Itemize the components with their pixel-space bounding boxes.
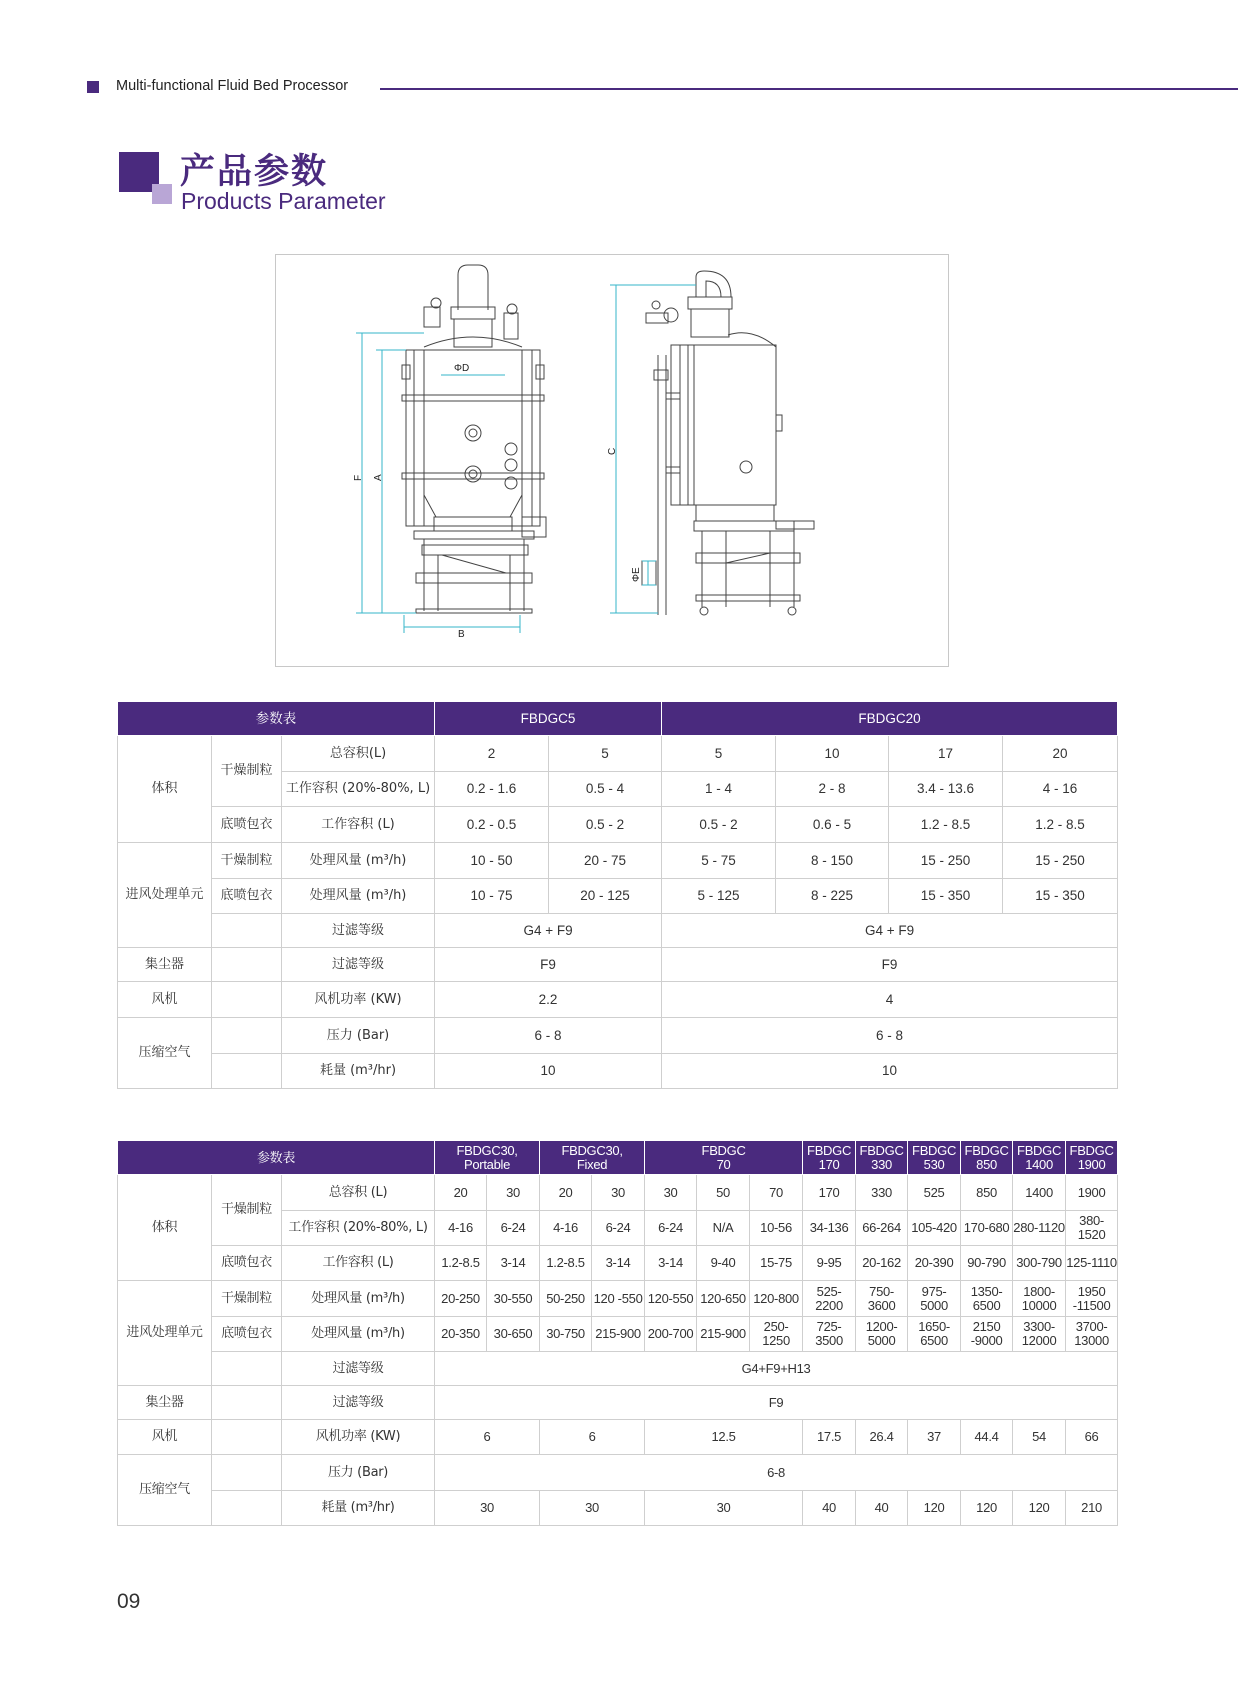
table-header-label: 参数表: [118, 1141, 435, 1175]
param-label: 耗量 (m³/hr): [282, 1491, 435, 1526]
table-row: [118, 1246, 1118, 1281]
table-cell: 30: [645, 1491, 803, 1526]
section-title-cn: 产品参数: [180, 152, 329, 192]
model-header: FBDGC 70: [645, 1141, 803, 1175]
table-row: [118, 914, 1118, 948]
table-cell: 0.5 - 2: [549, 807, 662, 843]
param-label: 风机功率 (KW): [282, 1420, 435, 1455]
table-cell: 54: [1013, 1420, 1066, 1455]
table-cell: 1800-10000: [1013, 1281, 1066, 1317]
group-label: 体积: [118, 736, 212, 843]
param-label: 工作容积 (L): [282, 1246, 435, 1281]
model-header: FBDGC 170: [803, 1141, 856, 1175]
table-cell: 280-1120: [1013, 1211, 1066, 1246]
section-square-accent-icon: [152, 184, 172, 204]
label-phi-e: ΦE: [631, 567, 642, 582]
table-cell: 215-900: [697, 1317, 750, 1352]
model-header: FBDGC 330: [856, 1141, 908, 1175]
equipment-drawing: [275, 254, 949, 667]
param-label: 压力 (Bar): [282, 1455, 435, 1491]
table-cell: 120: [1013, 1491, 1066, 1526]
table-cell: 10-56: [750, 1211, 803, 1246]
subgroup-label: 底喷包衣: [212, 1246, 282, 1281]
label-c: C: [607, 447, 618, 455]
table-cell: 210: [1066, 1491, 1118, 1526]
table-cell: 3-14: [645, 1246, 697, 1281]
table-cell: 30-550: [487, 1281, 540, 1317]
table-cell: 15 - 250: [889, 843, 1003, 879]
table-cell: 1200-5000: [856, 1317, 908, 1352]
table-row: [118, 807, 1118, 843]
table-cell: 30: [540, 1491, 645, 1526]
table-row: [118, 1420, 1118, 1455]
table-cell: 6-8: [435, 1455, 1118, 1491]
table-cell: 10: [435, 1054, 662, 1089]
table-cell: 30: [592, 1175, 645, 1211]
label-phi-d: ΦD: [454, 363, 470, 374]
subgroup-label: 底喷包衣: [212, 1317, 282, 1352]
table-cell: 0.5 - 4: [549, 772, 662, 807]
table-cell: 50-250: [540, 1281, 592, 1317]
table-cell: 34-136: [803, 1211, 856, 1246]
table-cell: 6-24: [487, 1211, 540, 1246]
table-cell: 170: [803, 1175, 856, 1211]
table-cell: 215-900: [592, 1317, 645, 1352]
table-cell: 120-550: [645, 1281, 697, 1317]
table-cell: 1950 -11500: [1066, 1281, 1118, 1317]
table-cell: 0.5 - 2: [662, 807, 776, 843]
table-row: [118, 843, 1118, 879]
table-cell: 725-3500: [803, 1317, 856, 1352]
table-cell: 975-5000: [908, 1281, 961, 1317]
table-row: [118, 1491, 1118, 1526]
table-cell: 20: [540, 1175, 592, 1211]
model-header: FBDGC20: [662, 702, 1118, 736]
table-cell: 1.2 - 8.5: [1003, 807, 1118, 843]
table-cell: 1900: [1066, 1175, 1118, 1211]
table-cell: 20: [435, 1175, 487, 1211]
table-cell: 850: [961, 1175, 1013, 1211]
table-cell: 1.2-8.5: [435, 1246, 487, 1281]
table-cell: 70: [750, 1175, 803, 1211]
table-cell: 15 - 350: [1003, 879, 1118, 914]
table-cell: 525-2200: [803, 1281, 856, 1317]
table-row: [118, 1455, 1118, 1491]
table-cell: 26.4: [856, 1420, 908, 1455]
table-row: [118, 1386, 1118, 1420]
table-cell: 44.4: [961, 1420, 1013, 1455]
model-header: FBDGC5: [435, 702, 662, 736]
table-cell: 10 - 50: [435, 843, 549, 879]
table-cell: 17: [889, 736, 1003, 772]
table-cell: 20-250: [435, 1281, 487, 1317]
table-cell: 66-264: [856, 1211, 908, 1246]
table-cell: 200-700: [645, 1317, 697, 1352]
param-label: 风机功率 (KW): [282, 982, 435, 1018]
table-cell: 1.2-8.5: [540, 1246, 592, 1281]
table-cell: 750-3600: [856, 1281, 908, 1317]
model-header: FBDGC 530: [908, 1141, 961, 1175]
table-cell: 5 - 125: [662, 879, 776, 914]
table-cell: 380-1520: [1066, 1211, 1118, 1246]
table-cell: F9: [662, 948, 1118, 982]
table-cell: 120: [961, 1491, 1013, 1526]
table-header-row: [118, 1141, 1118, 1175]
table-cell: N/A: [697, 1211, 750, 1246]
table-cell: 5 - 75: [662, 843, 776, 879]
table-cell: 30-650: [487, 1317, 540, 1352]
table-cell: 90-790: [961, 1246, 1013, 1281]
section-title-en: Products Parameter: [181, 188, 386, 214]
table-cell: 9-95: [803, 1246, 856, 1281]
table-cell: 12.5: [645, 1420, 803, 1455]
table-cell: 1350-6500: [961, 1281, 1013, 1317]
model-header: FBDGC 1400: [1013, 1141, 1066, 1175]
table-cell: 3-14: [592, 1246, 645, 1281]
table-cell: 6 - 8: [435, 1018, 662, 1054]
group-label: 风机: [118, 1420, 212, 1455]
subgroup-label: 底喷包衣: [212, 807, 282, 843]
table-cell: 15 - 250: [1003, 843, 1118, 879]
subgroup-label: 干燥制粒: [212, 843, 282, 879]
subgroup-label: 干燥制粒: [212, 1175, 282, 1246]
table-cell: G4 + F9: [662, 914, 1118, 948]
table-cell: 20 - 125: [549, 879, 662, 914]
table-row: [118, 1281, 1118, 1317]
model-header: FBDGC30, Portable: [435, 1141, 540, 1175]
table-cell: 300-790: [1013, 1246, 1066, 1281]
table-cell: 2.2: [435, 982, 662, 1018]
table-cell: 20: [1003, 736, 1118, 772]
table-cell: 1.2 - 8.5: [889, 807, 1003, 843]
table-cell: F9: [435, 1386, 1118, 1420]
table-header-label: 参数表: [118, 702, 435, 736]
header-rule: [380, 88, 1238, 90]
table-row: [118, 948, 1118, 982]
table-cell: G4+F9+H13: [435, 1352, 1118, 1386]
table-cell: 37: [908, 1420, 961, 1455]
table-cell: 6: [435, 1420, 540, 1455]
table-cell: 3300-12000: [1013, 1317, 1066, 1352]
table-cell: 40: [803, 1491, 856, 1526]
table-cell: 1650-6500: [908, 1317, 961, 1352]
param-label: 处理风量 (m³/h): [282, 1281, 435, 1317]
table-cell: 30-750: [540, 1317, 592, 1352]
table-header-row: [118, 702, 1118, 736]
header-square-icon: [87, 81, 99, 93]
param-label: 过滤等级: [282, 1386, 435, 1420]
table-cell: 4-16: [540, 1211, 592, 1246]
param-label: 处理风量 (m³/h): [282, 879, 435, 914]
table-cell: 6 - 8: [662, 1018, 1118, 1054]
table-cell: 1400: [1013, 1175, 1066, 1211]
param-label: 耗量 (m³/hr): [282, 1054, 435, 1089]
table-cell: 20-390: [908, 1246, 961, 1281]
table-row: [118, 1018, 1118, 1054]
table-cell: 10: [662, 1054, 1118, 1089]
group-label: 压缩空气: [118, 1455, 212, 1526]
table-cell: 40: [856, 1491, 908, 1526]
front-view-drawing: [402, 265, 546, 613]
table-cell: 30: [645, 1175, 697, 1211]
table-row: [118, 879, 1118, 914]
table-cell: 4 - 16: [1003, 772, 1118, 807]
table-cell: 250-1250: [750, 1317, 803, 1352]
table-cell: 2150 -9000: [961, 1317, 1013, 1352]
table-cell: 125-1110: [1066, 1246, 1118, 1281]
table-cell: 3.4 - 13.6: [889, 772, 1003, 807]
model-header: FBDGC 1900: [1066, 1141, 1118, 1175]
table-row: [118, 736, 1118, 772]
table-cell: F9: [435, 948, 662, 982]
spec-table-fbdgc30-fbdgc1900: [117, 1140, 1118, 1526]
param-label: 处理风量 (m³/h): [282, 843, 435, 879]
table-cell: 120 -550: [592, 1281, 645, 1317]
param-label: 总容积 (L): [282, 1175, 435, 1211]
table-cell: 20 - 75: [549, 843, 662, 879]
table-cell: 120-650: [697, 1281, 750, 1317]
table-cell: 15-75: [750, 1246, 803, 1281]
table-cell: 6-24: [645, 1211, 697, 1246]
table-cell: 170-680: [961, 1211, 1013, 1246]
table-cell: 50: [697, 1175, 750, 1211]
group-label: 体积: [118, 1175, 212, 1281]
group-label: 压缩空气: [118, 1018, 212, 1089]
table-row: [118, 982, 1118, 1018]
table-cell: 0.6 - 5: [776, 807, 889, 843]
label-f: F: [353, 474, 364, 481]
header-title: Multi-functional Fluid Bed Processor: [116, 78, 349, 94]
param-label: 过滤等级: [282, 1352, 435, 1386]
table-cell: 8 - 225: [776, 879, 889, 914]
model-header: FBDGC30, Fixed: [540, 1141, 645, 1175]
param-label: 过滤等级: [282, 948, 435, 982]
table-cell: 5: [549, 736, 662, 772]
param-label: 压力 (Bar): [282, 1018, 435, 1054]
table-cell: 3-14: [487, 1246, 540, 1281]
table-cell: 30: [487, 1175, 540, 1211]
spec-table-fbdgc5-fbdgc20: [117, 701, 1118, 1089]
group-label: 进风处理单元: [118, 843, 212, 948]
param-label: 总容积(L): [282, 736, 435, 772]
table-cell: 3700-13000: [1066, 1317, 1118, 1352]
table-cell: 120-800: [750, 1281, 803, 1317]
table-cell: 330: [856, 1175, 908, 1211]
subgroup-label: 干燥制粒: [212, 1281, 282, 1317]
group-label: 风机: [118, 982, 212, 1018]
table-cell: 2: [435, 736, 549, 772]
table-cell: 4: [662, 982, 1118, 1018]
table-cell: 8 - 150: [776, 843, 889, 879]
param-label: 处理风量 (m³/h): [282, 1317, 435, 1352]
table-cell: 4-16: [435, 1211, 487, 1246]
param-label: 工作容积 (L): [282, 807, 435, 843]
table-cell: 0.2 - 0.5: [435, 807, 549, 843]
group-label: 进风处理单元: [118, 1281, 212, 1386]
table-row: [118, 1352, 1118, 1386]
page-number: 09: [117, 1590, 141, 1613]
label-b: B: [458, 629, 465, 640]
table-cell: 120: [908, 1491, 961, 1526]
table-cell: 30: [435, 1491, 540, 1526]
table-cell: 10: [776, 736, 889, 772]
table-cell: 2 - 8: [776, 772, 889, 807]
table-cell: 10 - 75: [435, 879, 549, 914]
table-cell: 6: [540, 1420, 645, 1455]
group-label: 集尘器: [118, 1386, 212, 1420]
table-cell: 1 - 4: [662, 772, 776, 807]
table-cell: 66: [1066, 1420, 1118, 1455]
table-row: [118, 1054, 1118, 1089]
table-cell: 6-24: [592, 1211, 645, 1246]
table-row: [118, 1175, 1118, 1211]
table-cell: 5: [662, 736, 776, 772]
table-cell: 0.2 - 1.6: [435, 772, 549, 807]
param-label: 工作容积 (20%-80%, L): [282, 1211, 435, 1246]
param-label: 工作容积 (20%-80%, L): [282, 772, 435, 807]
table-cell: 20-350: [435, 1317, 487, 1352]
side-view-drawing: [642, 271, 814, 615]
label-a: A: [373, 474, 384, 481]
model-header: FBDGC 850: [961, 1141, 1013, 1175]
table-cell: 105-420: [908, 1211, 961, 1246]
group-label: 集尘器: [118, 948, 212, 982]
table-cell: G4 + F9: [435, 914, 662, 948]
table-cell: 9-40: [697, 1246, 750, 1281]
table-cell: 15 - 350: [889, 879, 1003, 914]
subgroup-label: 干燥制粒: [212, 736, 282, 807]
side-dimensions: [610, 285, 696, 613]
table-row: [118, 1317, 1118, 1352]
subgroup-label: 底喷包衣: [212, 879, 282, 914]
param-label: 过滤等级: [282, 914, 435, 948]
table-cell: 17.5: [803, 1420, 856, 1455]
table-cell: 20-162: [856, 1246, 908, 1281]
table-cell: 525: [908, 1175, 961, 1211]
